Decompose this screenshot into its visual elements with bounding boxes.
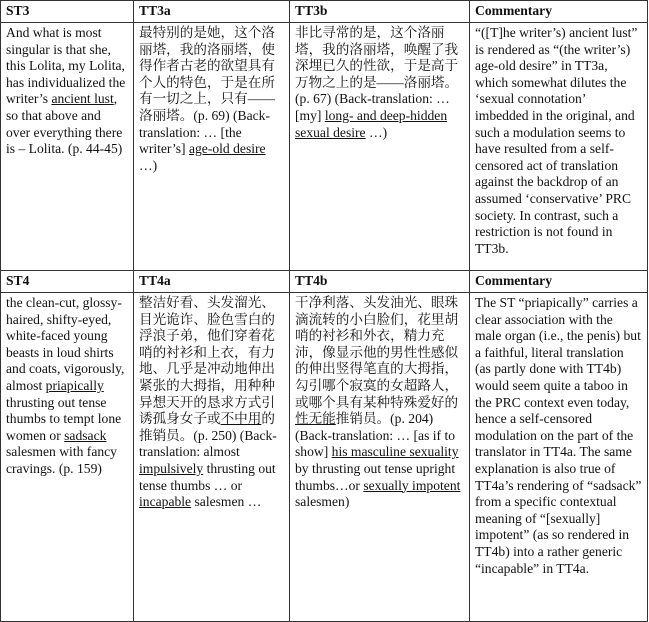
underlined-phrase: sexually impotent: [363, 477, 461, 493]
text-run: The ST “priapically” carries a clear association with the male organ (i.e., the penis) but a faithful, literal translation (as partly done with TT4b) would seem quite a taboo in the PRC context even today, hence a self-censored modulation on the part of the translator in TT4a. The same explanation is also true of TT4a’s rendering of “sadsack” from a specific contextual meaning of “[sexually] impotent” (as so rendered in TT4b) into a rather generic “incapable” in TT4a.: [475, 295, 642, 576]
header-row-2: [1, 271, 648, 293]
text-run: , so that above and over everything there is – Lolita. (p. 44-45): [6, 91, 123, 157]
cell-tt4a: [134, 293, 290, 622]
text-run: 整洁好看、头发溜光、目光诡诈、脸色雪白的浮浪子弟，他们穿着花哨的衬衫和上衣，有力地、几乎是冲动地伸出紧张的大拇指，用种种异想天开的恳求方式引诱孤身女子或: [139, 295, 275, 427]
text-run: salesmen …: [191, 494, 262, 510]
header-st4: ST4: [1, 271, 134, 293]
text-run: …): [139, 157, 158, 173]
text-run: salesmen with fancy cravings. (p. 159): [6, 444, 117, 476]
underlined-phrase: 不中用: [220, 411, 262, 427]
underlined-phrase: impulsively: [139, 460, 204, 476]
text-run: by thrusting out tense upright thumbs…or: [295, 460, 456, 493]
underlined-phrase: ancient lust: [51, 91, 114, 107]
header-tt4b: TT4b: [290, 271, 470, 293]
header-tt4a: TT4a: [134, 271, 290, 293]
underlined-phrase: sadsack: [64, 427, 107, 443]
text-run: thrusting out tense thumbs to tempt lone women or: [6, 394, 122, 443]
cell-commentary-1: [470, 23, 648, 271]
cell-tt3b: [290, 23, 470, 271]
underlined-phrase: age-old desire: [188, 141, 266, 157]
header-tt3b: TT3b: [290, 1, 470, 23]
underlined-phrase: priapically: [45, 377, 104, 393]
header-commentary-1: Commentary: [470, 1, 648, 23]
header-tt3a: TT3a: [134, 1, 290, 23]
cell-tt4b: [290, 293, 470, 622]
text-run: the clean-cut, glossy-haired, shifty-eyed, white-faced young beasts in loud shirts and coats, vigorously, almost: [6, 295, 125, 393]
cell-commentary-2: [470, 293, 648, 622]
underlined-phrase: 性无能: [295, 411, 336, 427]
cell-tt3a: [134, 23, 290, 271]
text-run: …): [365, 124, 388, 140]
underlined-phrase: his masculine sexuality: [331, 444, 459, 460]
text-run: 非比寻常的是，这个洛丽塔，我的洛丽塔，唤醒了我深埋已久的性欲，于是高于万物之上的是——洛丽塔。(p. 67) (Back-translation: … [my]: [295, 25, 459, 123]
text-run: 的推销员。(p. 250) (Back-translation: almost: [139, 411, 277, 460]
text-run: salesmen): [295, 494, 350, 510]
content-row-1: [1, 23, 648, 271]
text-run: And what is most singular is that she, this Lolita, my Lolita, has individualized the writer’s: [6, 25, 126, 107]
header-row-1: [1, 1, 648, 23]
content-row-2: [1, 293, 648, 622]
header-st3: ST3: [1, 1, 134, 23]
underlined-phrase: long- and deep-hidden sexual desire: [295, 107, 448, 140]
header-commentary-2: Commentary: [470, 271, 648, 293]
text-run: “([T]he writer’s) ancient lust” is rendered as “(the writer’s) age-old desire” in TT3a, which somewhat dilutes the ‘sexual connotation’ imbedded in the original, and such a modulation seems to have resulted from a self-censored act of translation against the backdrop of an assumed ‘conservative’ PRC society. In contrast, such a restriction is not found in TT3b.: [475, 25, 638, 256]
underlined-phrase: incapable: [139, 494, 192, 510]
cell-st3: [1, 23, 134, 271]
cell-st4: [1, 293, 134, 622]
text-run: thrusting out tense thumbs … or: [139, 460, 276, 493]
text-run: 最特别的是她，这个洛丽塔，我的洛丽塔，使得作者古老的欲望具有个人的特色，于是在所有一切之上，只有——洛丽塔。(p. 69) (Back-translation: … [the writer’s]: [139, 25, 275, 157]
text-run: 推销员。(p. 204) (Back-translation: … [as if to show]: [295, 411, 456, 460]
text-run: 干净利落、头发油光、眼珠滴流转的小白脸们，花里胡哨的衬衫和外衣，精力充沛，像显示他的男性性感似的伸出竖得笔直的大拇指，勾引哪个寂寞的女超路人，或哪个具有某种特殊爱好的: [295, 295, 459, 410]
